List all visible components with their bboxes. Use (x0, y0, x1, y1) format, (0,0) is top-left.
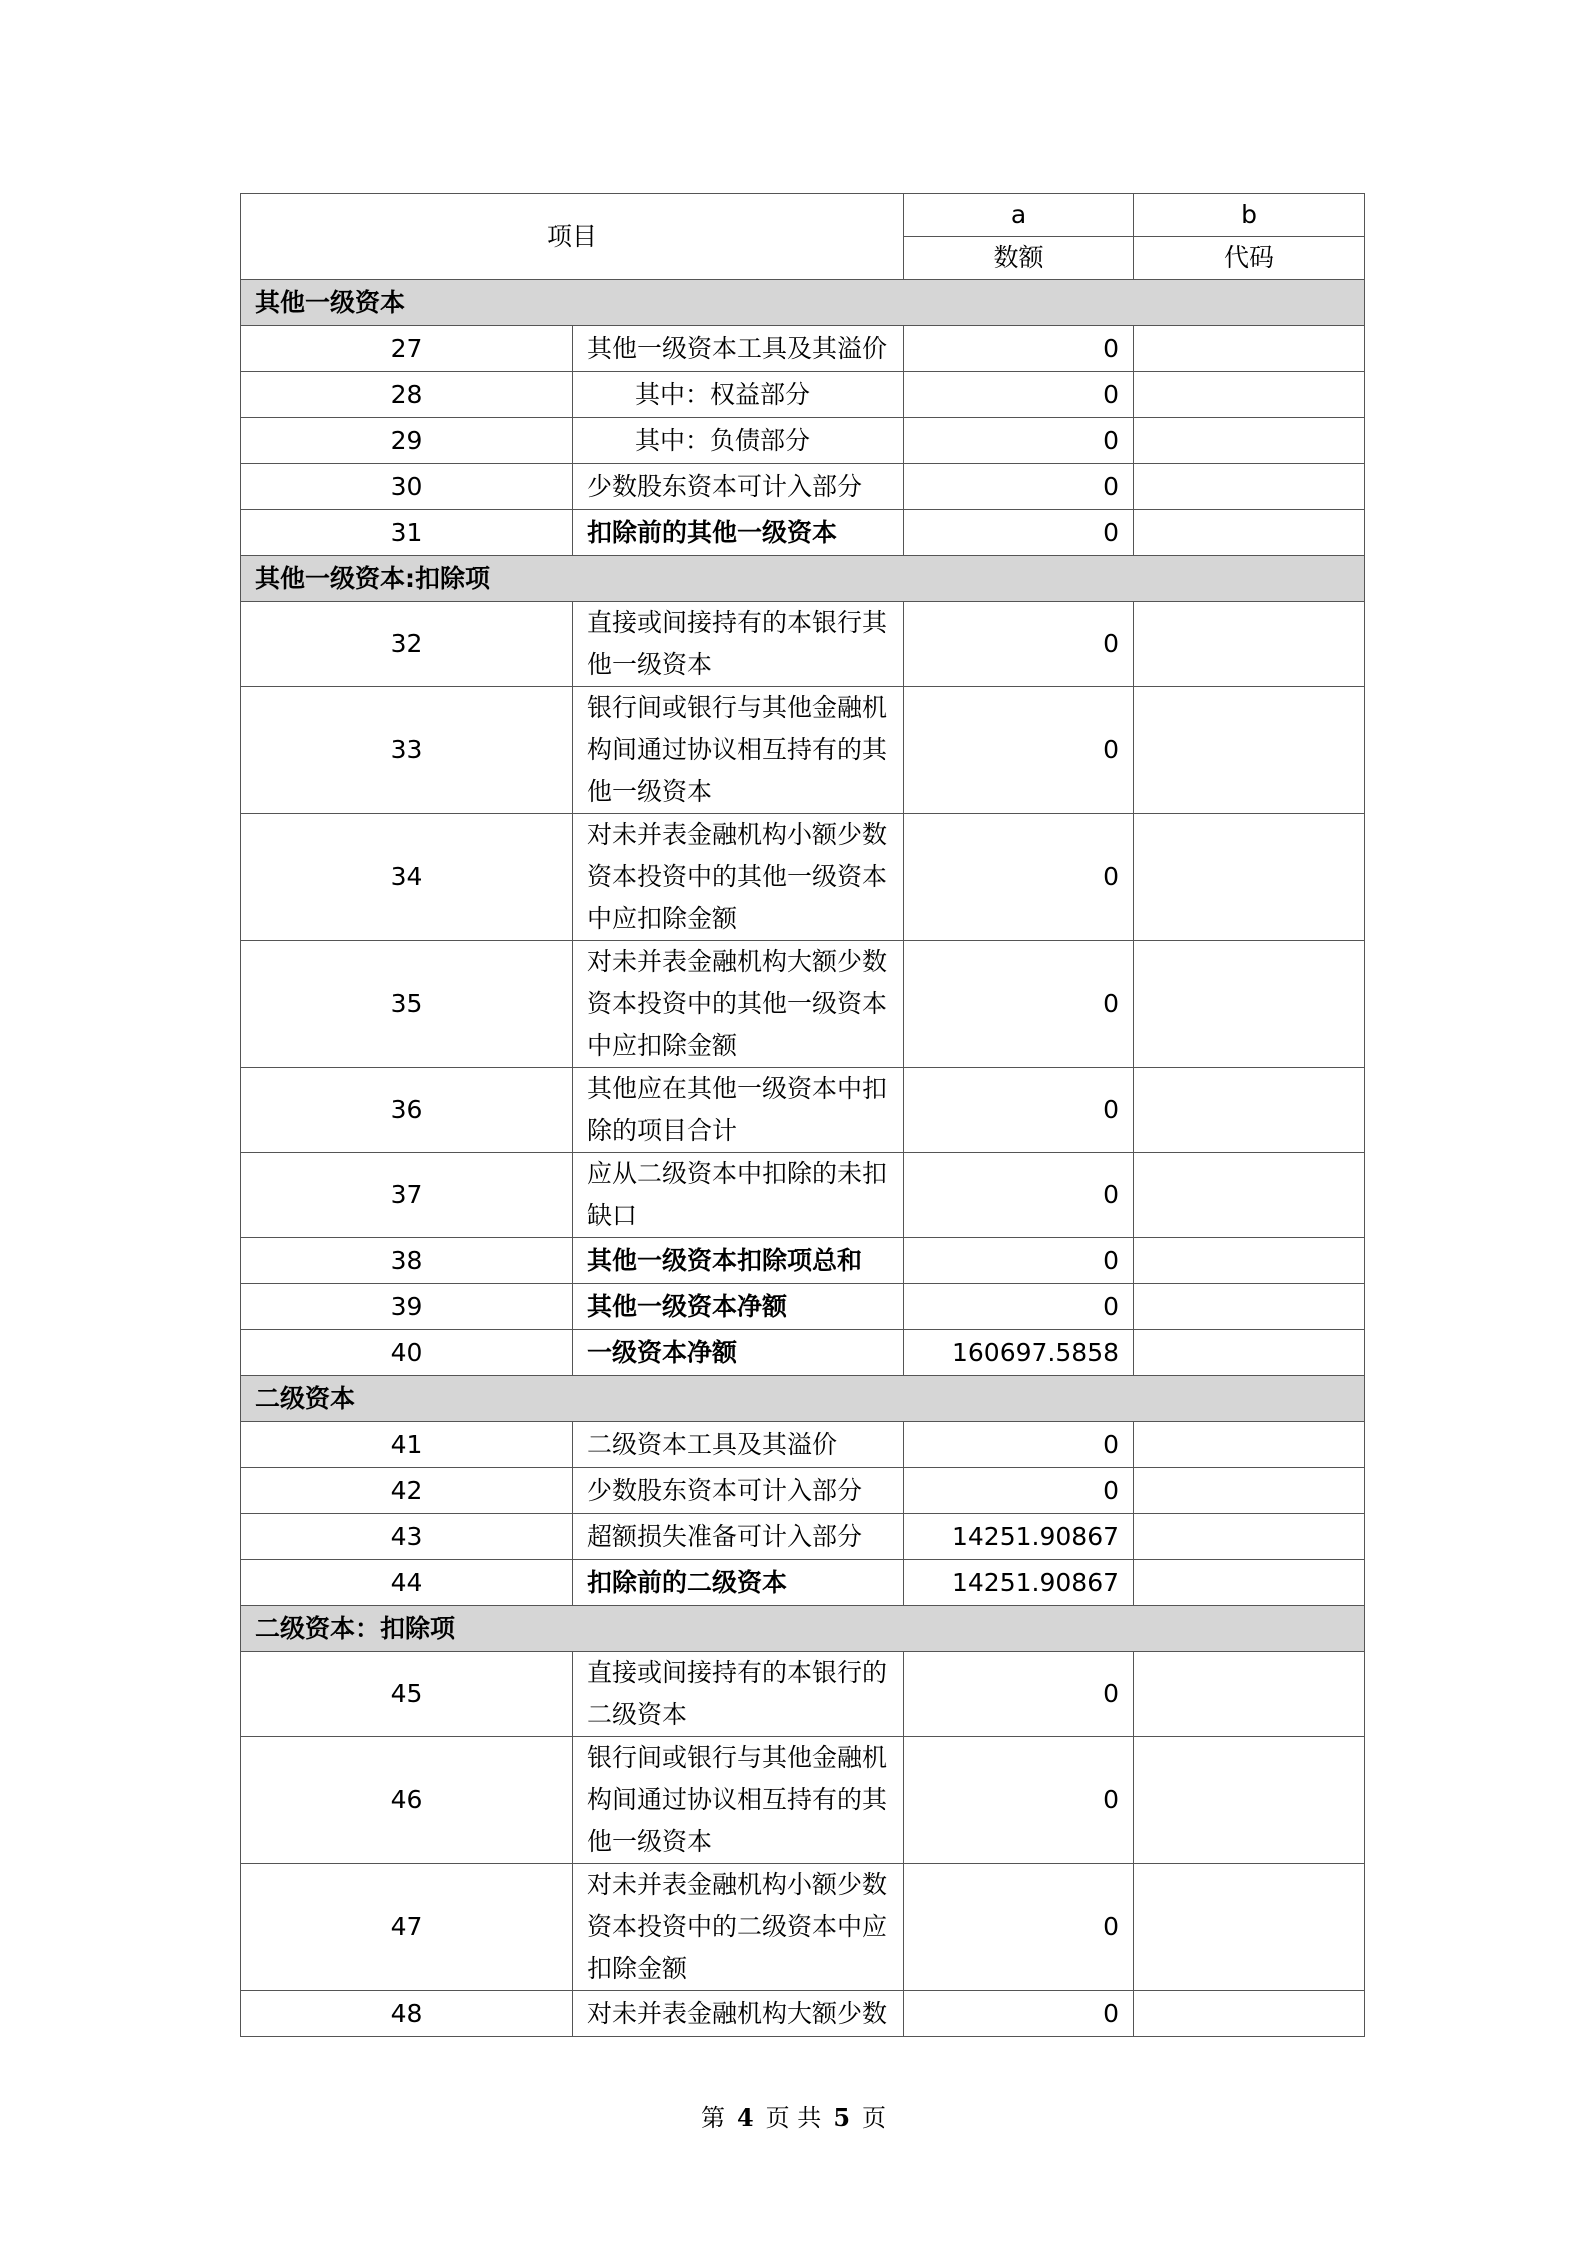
row-number: 41 (241, 1422, 573, 1468)
row-code (1134, 1284, 1365, 1330)
row-number: 34 (241, 814, 573, 941)
row-number: 35 (241, 941, 573, 1068)
row-amount: 160697.5858 (904, 1330, 1134, 1376)
row-item-name: 少数股东资本可计入部分 (573, 1468, 904, 1514)
section-row (241, 280, 1365, 326)
row-code (1134, 1514, 1365, 1560)
row-amount: 0 (904, 510, 1134, 556)
row-amount: 0 (904, 464, 1134, 510)
footer-suffix: 页 (862, 2104, 887, 2132)
row-number: 47 (241, 1864, 573, 1991)
table-row (241, 372, 1365, 418)
footer-middle: 页 共 (765, 2104, 822, 2132)
row-code (1134, 1560, 1365, 1606)
header-col-b-letter: b (1134, 194, 1365, 237)
table-row (241, 1153, 1365, 1238)
row-number: 46 (241, 1737, 573, 1864)
table-row (241, 418, 1365, 464)
row-number: 40 (241, 1330, 573, 1376)
row-item-name: 少数股东资本可计入部分 (573, 464, 904, 510)
table-row (241, 1560, 1365, 1606)
row-code (1134, 1330, 1365, 1376)
row-amount: 0 (904, 326, 1134, 372)
row-number: 42 (241, 1468, 573, 1514)
table-row (241, 464, 1365, 510)
table-row (241, 326, 1365, 372)
footer-page-number: 4 (736, 2103, 754, 2132)
row-amount: 0 (904, 1991, 1134, 2037)
row-item-name: 超额损失准备可计入部分 (573, 1514, 904, 1560)
row-item-name: 对未并表金融机构大额少数资本投资中的其他一级资本中应扣除金额 (573, 941, 904, 1068)
table-row (241, 1284, 1365, 1330)
row-number: 48 (241, 1991, 573, 2037)
row-item-name: 其中：负债部分 (573, 418, 904, 464)
row-number: 44 (241, 1560, 573, 1606)
row-item-name: 一级资本净额 (573, 1330, 904, 1376)
row-amount: 0 (904, 1153, 1134, 1238)
row-item-name: 扣除前的二级资本 (573, 1560, 904, 1606)
row-code (1134, 814, 1365, 941)
row-code (1134, 1422, 1365, 1468)
row-amount: 0 (904, 814, 1134, 941)
table-row (241, 1514, 1365, 1560)
row-number: 30 (241, 464, 573, 510)
row-amount: 14251.90867 (904, 1560, 1134, 1606)
row-number: 39 (241, 1284, 573, 1330)
row-item-name: 银行间或银行与其他金融机构间通过协议相互持有的其他一级资本 (573, 687, 904, 814)
row-item-name: 扣除前的其他一级资本 (573, 510, 904, 556)
table-row (241, 1991, 1365, 2037)
row-number: 28 (241, 372, 573, 418)
row-amount: 0 (904, 418, 1134, 464)
table-row (241, 1330, 1365, 1376)
row-code (1134, 1153, 1365, 1238)
section-title: 其他一级资本 (241, 280, 1365, 326)
section-row (241, 1376, 1365, 1422)
table-row (241, 510, 1365, 556)
row-number: 27 (241, 326, 573, 372)
row-code (1134, 1864, 1365, 1991)
page-footer (0, 2098, 1587, 2133)
section-title: 二级资本：扣除项 (241, 1606, 1365, 1652)
table-row (241, 1422, 1365, 1468)
row-number: 38 (241, 1238, 573, 1284)
row-number: 45 (241, 1652, 573, 1737)
row-number: 36 (241, 1068, 573, 1153)
table-row (241, 1468, 1365, 1514)
row-amount: 0 (904, 1422, 1134, 1468)
row-code (1134, 1737, 1365, 1864)
table-row (241, 814, 1365, 941)
row-item-name: 对未并表金融机构小额少数资本投资中的二级资本中应扣除金额 (573, 1864, 904, 1991)
table-row (241, 1652, 1365, 1737)
row-item-name: 直接或间接持有的本银行的二级资本 (573, 1652, 904, 1737)
section-title: 其他一级资本:扣除项 (241, 556, 1365, 602)
table-row (241, 1864, 1365, 1991)
row-code (1134, 372, 1365, 418)
table-row (241, 1238, 1365, 1284)
row-code (1134, 1238, 1365, 1284)
row-code (1134, 1068, 1365, 1153)
row-item-name: 二级资本工具及其溢价 (573, 1422, 904, 1468)
row-number: 29 (241, 418, 573, 464)
row-code (1134, 418, 1365, 464)
table-row (241, 687, 1365, 814)
row-code (1134, 602, 1365, 687)
capital-table (240, 193, 1365, 2037)
header-item: 项目 (241, 194, 904, 280)
row-code (1134, 326, 1365, 372)
row-code (1134, 1652, 1365, 1737)
row-amount: 0 (904, 602, 1134, 687)
section-row (241, 556, 1365, 602)
row-item-name: 其中：权益部分 (573, 372, 904, 418)
header-col-a-label: 数额 (904, 237, 1134, 280)
row-amount: 0 (904, 1284, 1134, 1330)
table-row (241, 1068, 1365, 1153)
row-item-name: 直接或间接持有的本银行其他一级资本 (573, 602, 904, 687)
row-number: 37 (241, 1153, 573, 1238)
table-row (241, 1737, 1365, 1864)
row-amount: 0 (904, 687, 1134, 814)
header-col-b-label: 代码 (1134, 237, 1365, 280)
table-row (241, 941, 1365, 1068)
row-amount: 0 (904, 1238, 1134, 1284)
row-code (1134, 464, 1365, 510)
row-item-name: 其他一级资本净额 (573, 1284, 904, 1330)
row-amount: 14251.90867 (904, 1514, 1134, 1560)
section-row (241, 1606, 1365, 1652)
row-number: 43 (241, 1514, 573, 1560)
section-title: 二级资本 (241, 1376, 1365, 1422)
row-item-name: 其他应在其他一级资本中扣除的项目合计 (573, 1068, 904, 1153)
row-code (1134, 1991, 1365, 2037)
row-amount: 0 (904, 1737, 1134, 1864)
row-amount: 0 (904, 372, 1134, 418)
row-amount: 0 (904, 941, 1134, 1068)
header-col-a-letter: a (904, 194, 1134, 237)
row-code (1134, 510, 1365, 556)
footer-total-pages: 5 (833, 2103, 851, 2132)
row-amount: 0 (904, 1068, 1134, 1153)
row-item-name: 对未并表金融机构大额少数 (573, 1991, 904, 2037)
row-item-name: 银行间或银行与其他金融机构间通过协议相互持有的其他一级资本 (573, 1737, 904, 1864)
row-code (1134, 687, 1365, 814)
footer-prefix: 第 (700, 2104, 725, 2132)
row-number: 31 (241, 510, 573, 556)
row-item-name: 其他一级资本扣除项总和 (573, 1238, 904, 1284)
row-number: 33 (241, 687, 573, 814)
row-amount: 0 (904, 1652, 1134, 1737)
row-amount: 0 (904, 1864, 1134, 1991)
row-item-name: 对未并表金融机构小额少数资本投资中的其他一级资本中应扣除金额 (573, 814, 904, 941)
row-code (1134, 1468, 1365, 1514)
row-code (1134, 941, 1365, 1068)
row-item-name: 其他一级资本工具及其溢价 (573, 326, 904, 372)
row-amount: 0 (904, 1468, 1134, 1514)
table-row (241, 602, 1365, 687)
row-number: 32 (241, 602, 573, 687)
table-body (241, 280, 1365, 2037)
row-item-name: 应从二级资本中扣除的未扣缺口 (573, 1153, 904, 1238)
